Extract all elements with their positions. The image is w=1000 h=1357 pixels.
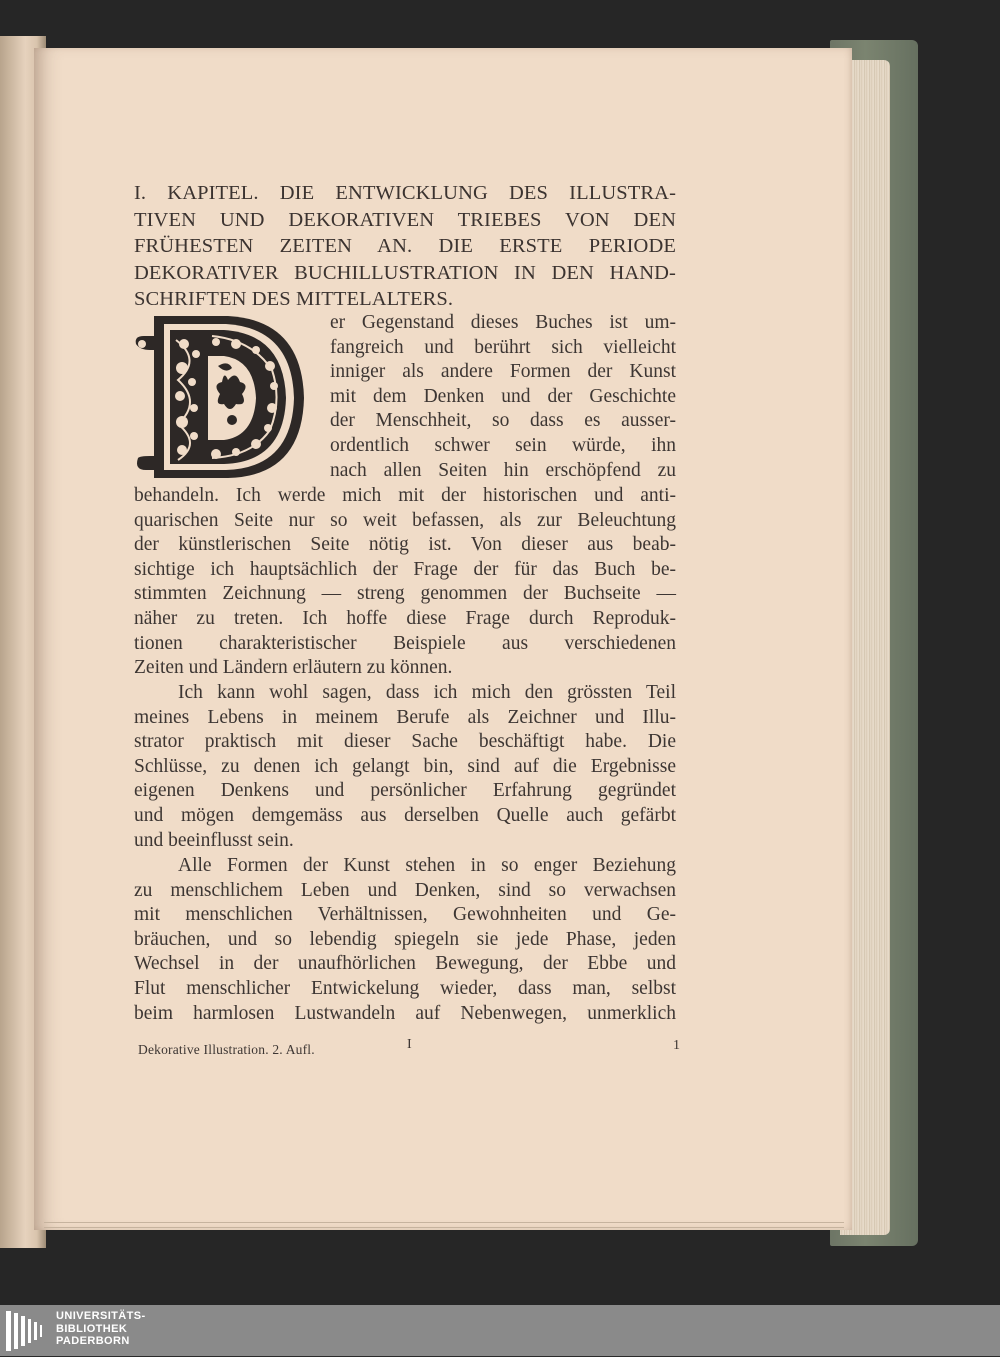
text-line: mit dem Denken und der Geschichte <box>330 385 676 407</box>
library-name-line: UNIVERSITÄTS- <box>56 1310 146 1322</box>
text-line: zu menschlichem Leben und Denken, sind so verwachsen <box>134 879 676 901</box>
heading-line: SCHRIFTEN DES MITTELALTERS. <box>134 288 454 310</box>
sheet-number: I <box>407 1037 412 1052</box>
paragraph-2 <box>134 681 676 853</box>
text-line: quarischen Seite nur so weit befassen, als zur Beleuchtung <box>134 509 676 531</box>
library-name <box>56 1310 146 1348</box>
text-line: Zeiten und Ländern erläutern zu können. <box>134 657 453 679</box>
text-line: fangreich und berührt sich vielleicht <box>330 336 676 358</box>
page-bottom-edge <box>44 1222 844 1228</box>
text-line: Ich kann wohl sagen, dass ich mich den grössten Teil <box>178 682 676 703</box>
text-line: Flut menschlicher Entwickelung wieder, dass man, selbst <box>134 977 676 999</box>
page-number: 1 <box>673 1038 680 1053</box>
text-line: er Gegenstand dieses Buches ist um- <box>330 312 676 333</box>
library-logo-icon <box>4 1309 48 1353</box>
signature-mark: Dekorative Illustration. 2. Aufl. <box>138 1042 315 1057</box>
text-line: bräuchen, und so lebendig spiegeln sie jede Phase, jeden <box>134 928 676 950</box>
library-name-line: PADERBORN <box>56 1335 130 1347</box>
text-line: und mögen demgemäss aus derselben Quelle auch gefärbt <box>134 804 676 826</box>
text-line: beim harmlosen Lustwandeln auf Nebenwegen, unmerklich <box>134 1002 676 1024</box>
text-line: eigenen Denkens und persönlicher Erfahrung gegründet <box>134 780 676 802</box>
chapter-heading <box>134 180 676 313</box>
heading-line: TIVEN UND DEKORATIVEN TRIEBES VON DEN <box>134 208 676 231</box>
paragraph-1 <box>134 484 676 681</box>
text-line: mit menschlichen Verhältnissen, Gewohnheiten und Ge- <box>134 904 676 926</box>
text-line: Alle Formen der Kunst stehen in so enger Beziehung <box>178 855 676 876</box>
text-line: meines Lebens in meinem Berufe als Zeichner und Illu- <box>134 706 676 728</box>
library-name-line: BIBLIOTHEK <box>56 1322 128 1335</box>
heading-line: I. KAPITEL. DIE ENTWICKLUNG DES ILLUSTRA- <box>134 182 676 204</box>
text-line: strator praktisch mit dieser Sache beschäftigt habe. Die <box>134 731 676 753</box>
ornamental-initial-icon <box>132 310 310 482</box>
text-line: inniger als andere Formen der Kunst <box>330 361 676 383</box>
drop-cap-paragraph <box>330 311 676 483</box>
text-line: nach allen Seiten hin erschöpfend zu <box>330 459 676 481</box>
text-line: tionen charakteristischer Beispiele aus verschiedenen <box>134 632 676 654</box>
text-line: der künstlerischen Seite nötig ist. Von dieser aus beab- <box>134 534 676 556</box>
text-line: und beeinflusst sein. <box>134 829 294 851</box>
text-line: behandeln. Ich werde mich mit der historischen und anti- <box>134 485 676 506</box>
text-line: Wechsel in der unaufhörlichen Bewegung, der Ebbe und <box>134 953 676 975</box>
library-footer-bar <box>0 1305 1000 1356</box>
text-line: stimmten Zeichnung — streng genommen der Buchseite — <box>134 583 676 605</box>
text-line: Schlüsse, zu denen ich gelangt bin, sind auf die Ergebnisse <box>134 755 676 777</box>
text-line: ordentlich schwer sein würde, ihn <box>330 434 676 456</box>
paragraph-3 <box>134 854 676 1026</box>
text-line: der Menschheit, so dass es ausser- <box>330 410 676 432</box>
heading-line: FRÜHESTEN ZEITEN AN. DIE ERSTE PERIODE <box>134 235 676 257</box>
text-line: sichtige ich hauptsächlich der Frage der für das Buch be- <box>134 558 676 580</box>
heading-line: DEKORATIVER BUCHILLUSTRATION IN DEN HAND- <box>134 261 676 284</box>
text-line: näher zu treten. Ich hoffe diese Frage durch Reproduk- <box>134 607 676 629</box>
